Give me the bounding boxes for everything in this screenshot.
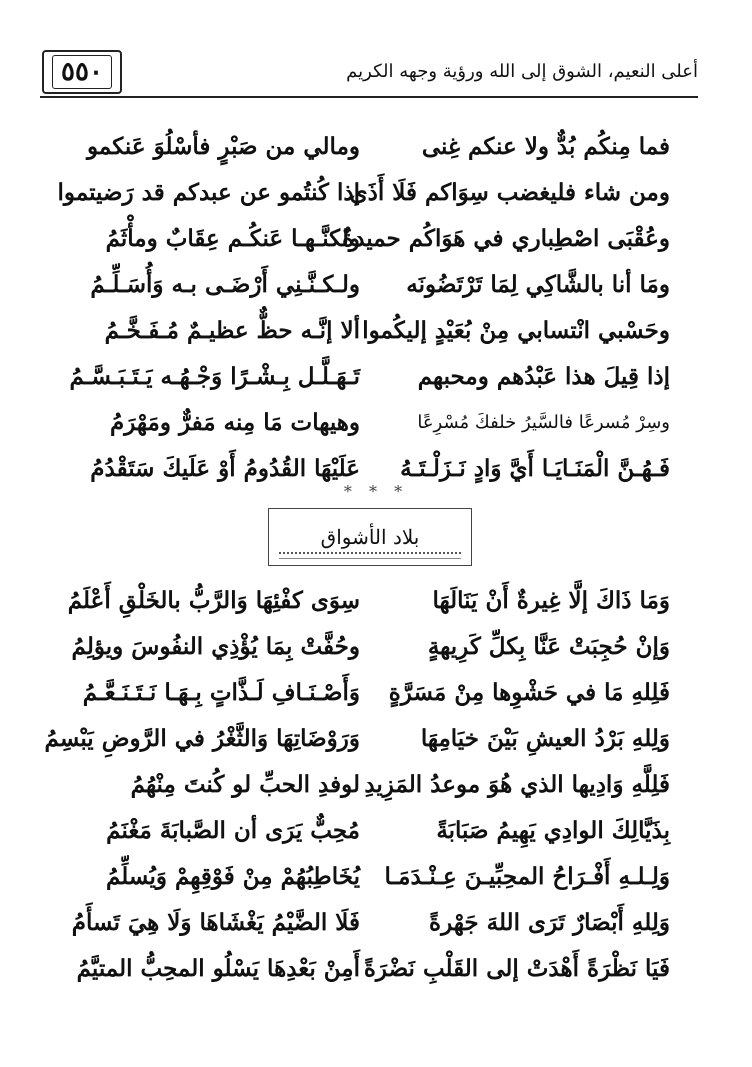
second-hemistich: فَلَا الضَّيْمُ يَغْشَاهَا وَلَا هِيَ تَسأَمُ [71,909,360,936]
second-hemistich: سِوَى كفْئِهَا وَالرَّبُّ بالخَلْقِ أَعْلَمُ [67,587,360,614]
page-header [40,50,698,98]
verse-line [70,808,670,854]
second-hemistich: مُحِبٌّ يَرَى أن الصَّبابَةَ مَغْنَمُ [106,817,360,844]
running-title: أعلى النعيم، الشوق إلى الله ورؤية وجهه الكريم [346,61,698,82]
first-hemistich: ومن شاء فليغضب سِوَاكم فَلَا أَذَى [349,179,670,206]
second-hemistich: ألا إنَّـه حظٌّ عظيـمٌ مُـفَـخَّـمُ [104,317,360,344]
second-hemistich: وهيهات مَا مِنه مَفرٌّ ومَهْرَمُ [110,409,360,436]
verse-line [70,216,670,262]
verse-line [70,124,670,170]
verse-line [70,624,670,670]
first-hemistich: فَلِلهِ مَا في حَشْوِها مِنْ مَسَرَّةٍ [388,679,670,706]
page-number-frame [42,50,122,94]
second-hemistich: وحُفَّتْ بِمَا يُؤْذِي النفُوسَ ويؤلِمُ [71,633,360,660]
first-hemistich: وَلِلهِ أَبْصَارٌ تَرَى اللهَ جَهْرةً [429,909,670,936]
second-hemistich: ومالي من صَبْرٍ فأسْلُوَ عَنكمو [87,133,360,160]
first-hemistich: وحَسْبي انْتسابي مِنْ بُعَيْدٍ إليكُموا [362,317,670,344]
second-hemistich: إذا كُنتُمو عن عبدكم قد رَضيتموا [57,179,360,206]
verse-line [70,308,670,354]
poem-top [57,124,670,492]
verse-line [70,762,670,808]
verse-line [70,854,670,900]
first-hemistich: فَـهُـنَّ الْمَنَـايَـا أَيَّ وَادٍ نَـزَلْـتَـهُ [400,455,670,482]
section-title: بلاد الأشواق [320,525,420,549]
first-hemistich: فما مِنكُم بُدٌّ ولا عنكم غِنى [421,133,670,160]
first-hemistich: وعُقْبَى اصْطِباري في هَوَاكُم حميدةٌ [342,225,670,252]
first-hemistich: وَلِلهِ بَرْدُ العيشِ بَيْنَ خيَامِهَا [420,725,670,752]
poem-bottom [44,578,670,992]
second-hemistich: ولـكـنَّـنِي أَرْضَـى بـه وَأُسَـلِّـمُ [90,271,360,298]
verse-line [70,262,670,308]
second-hemistich: تَـهَـلَّـل بِـشْـرًا وَجْـهُـه يَـتَـبَـسَّـمُ [69,363,360,390]
verse-line [44,716,670,762]
first-hemistich: إذا قِيلَ هذا عَبْدُهم ومحبهم [417,363,670,390]
verse-separator: * * * [343,482,409,501]
first-hemistich: ومَا أنا بالشَّاكِي لِمَا تَرْتَضُونَه [406,271,670,298]
section-title-box [268,508,472,566]
verse-line [70,670,670,716]
second-hemistich: لوفدِ الحبِّ لو كُنتَ مِنْهُمُ [130,771,360,798]
first-hemistich: بِذَيَّالِكَ الوادِي يَهِيمُ صَبَابَةً [436,817,670,844]
first-hemistich: وَإنْ حُجِبَتْ عَنَّا بِكلِّ كَرِيهةٍ [427,633,670,660]
first-hemistich: وسِرْ مُسرعًا فالسَّيرُ خلفكَ مُسْرِعًا [417,412,670,433]
section-title-rule [279,552,461,559]
verse-line [70,900,670,946]
second-hemistich: وَأَصْـنَـافِ لَـذَّاتٍ بِـهَـا نَـتَـنَـعَّـمُ [82,679,360,706]
first-hemistich: فَيَا نَظْرَةً أَهْدَتْ إلى القَلْبِ نَضْرَةً [363,955,670,982]
second-hemistich: عَلَيْهَا القُدُومُ أَوْ عَلَيكَ سَتَقْدُمُ [90,455,360,482]
verse-line [70,400,670,446]
page-number: ٥٥٠ [52,55,112,89]
first-hemistich: وَلِـلـهِ أَفْـرَاحُ المحِبِّيـنَ عِـنْـدَمَـا [384,863,670,890]
verse-line [70,946,670,992]
second-hemistich: وَرَوْضَاتِهَا وَالثَّغْرُ في الرَّوضِ يَبْسِمُ [44,725,360,752]
verse-line [67,578,670,624]
first-hemistich: وَمَا ذَاكَ إلَّا غِيرةٌ أَنْ يَنَالَهَا [432,587,670,614]
verse-line [70,354,670,400]
second-hemistich: ولكنَّـهـا عَنكُـم عِقَابٌ ومأْثَمُ [105,225,360,252]
verse-line [57,170,670,216]
first-hemistich: فَلِلَّهِ وَادِيها الذي هُوَ موعدُ المَزِيدِ [364,771,670,798]
second-hemistich: يُخَاطِبُهُمْ مِنْ فَوْقِهِمْ وَيُسلِّمُ [106,863,360,890]
second-hemistich: أَمِنْ بَعْدِهَا يَسْلُو المحِبُّ المتيَّمُ [76,955,360,982]
